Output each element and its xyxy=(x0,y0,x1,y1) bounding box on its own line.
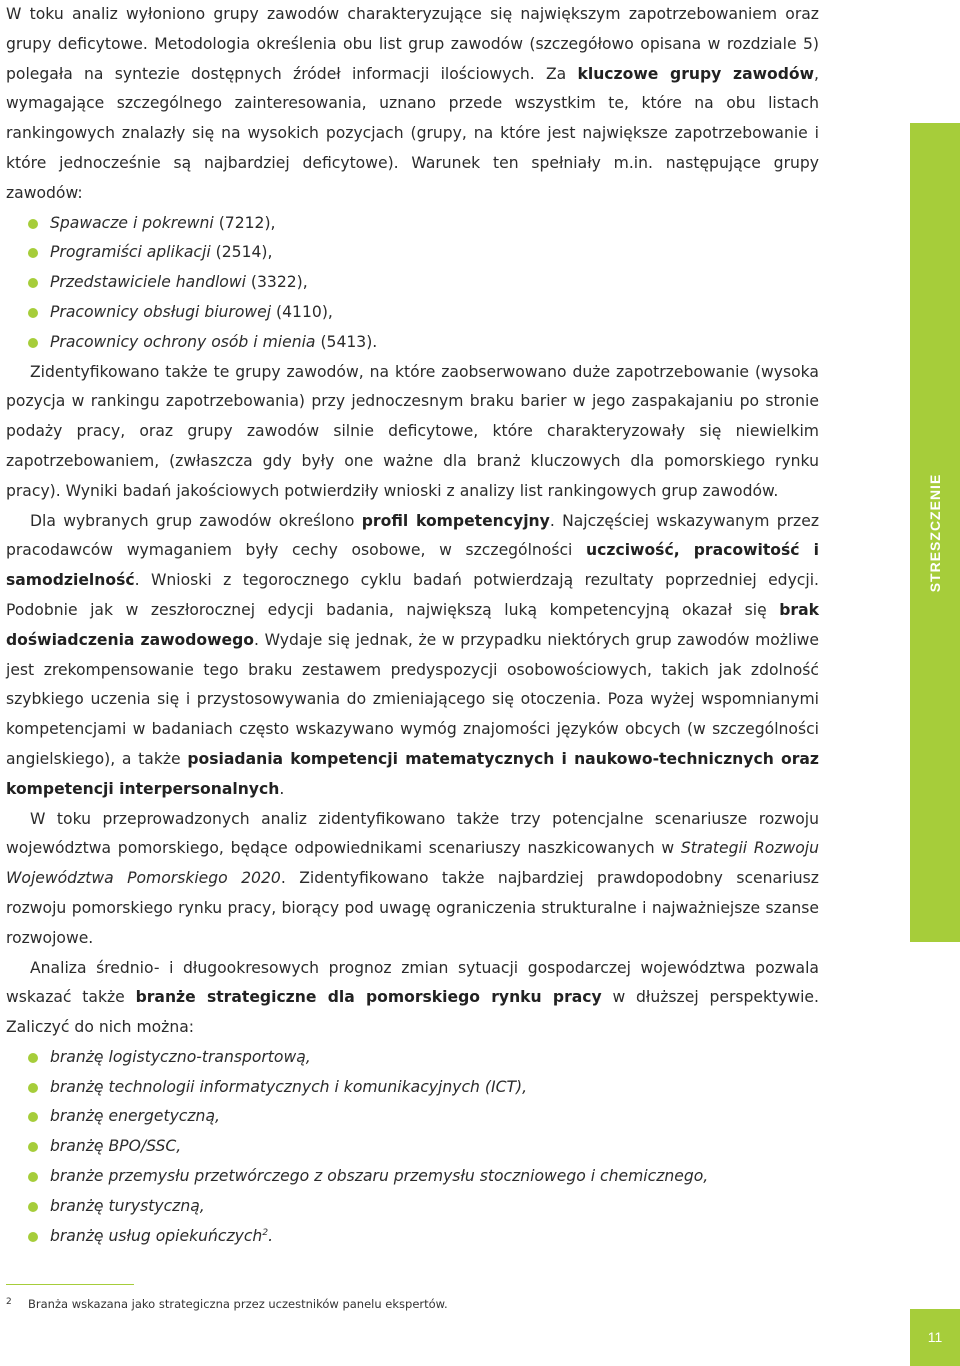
list-item xyxy=(6,328,819,358)
occupation-code: (7212), xyxy=(218,213,276,232)
footnote-number: 2 xyxy=(6,1297,12,1307)
list-item xyxy=(6,268,819,298)
bold-text: uczciwość, pracowitość i samodzielność xyxy=(6,541,819,590)
text: Dla wybranych grup zawodów określono xyxy=(30,511,362,530)
italic-text: Strategii Rozwoju Województwa Pomorskiego 2020 xyxy=(6,839,819,888)
text: . Wydaje się jednak, że w przypadku niektórych grup zawodów możliwe jest zrekompensowanie tego braku zestawem predyspozycji osobowościowych, takich jak zdolność szybkiego uczenia się i przystosowywania do zmieniającego się otoczenia. Poza wyżej wspomnianymi kompetencjami w badaniach często wskazywano wymóg znajomości języków obcych (w szczególności angielskiego), a także xyxy=(6,630,819,768)
strategic-industries-list xyxy=(6,1043,819,1252)
list-item xyxy=(6,238,819,268)
key-occupations-list xyxy=(6,209,819,358)
occupation-name: Spawacze i pokrewni xyxy=(50,213,214,232)
occupation-code: (4110), xyxy=(276,302,333,321)
text: w dłuższej perspektywie. Zaliczyć do nich można: xyxy=(6,988,819,1037)
list-item xyxy=(6,298,819,328)
paragraph-intro xyxy=(6,0,819,209)
bold-text: kluczowe grupy zawodów xyxy=(577,64,815,83)
paragraph-competence xyxy=(6,507,819,805)
bold-text: posiadania kompetencji matematycznych i naukowo-technicznych oraz kompetencji interpersonalnych xyxy=(6,749,820,798)
occupation-name: Pracownicy obsługi biurowej xyxy=(50,302,272,321)
occupation-name: Przedstawiciele handlowi xyxy=(50,273,246,292)
paragraph-strategic xyxy=(6,954,819,1043)
list-item: branżę turystyczną, xyxy=(6,1192,819,1222)
list-item: branżę technologii informatycznych i komunikacyjnych (ICT), xyxy=(6,1073,819,1103)
footnote-ref: 2 xyxy=(262,1227,269,1238)
occupation-code: (5413). xyxy=(320,332,378,351)
footnote-divider xyxy=(6,1284,134,1285)
paragraph-demand: Zidentyfikowano także te grupy zawodów, na które zaobserwowano duże zapotrzebowanie (wysoka pozycja w rankingu zapotrzebowania) przy jednoczesnym braku barier w jego zaspakajaniu po stronie podaży pracy, oraz grupy zawodów silnie deficytowe, które charakteryzowały się niewielkim zapotrzebowaniem, (zwłaszcza gdy były one ważne dla branż kluczowych dla pomorskiego rynku pracy). Wyniki badań jakościowych potwierdziły wnioski z analizy list rankingowych grup zawodów. xyxy=(6,362,819,500)
occupation-code: (3322), xyxy=(250,273,308,292)
paragraph-scenarios xyxy=(6,805,819,954)
text: W toku przeprowadzonych analiz zidentyfikowano także trzy potencjalne scenariusze rozwoju województwa pomorskiego, będące odpowiednikami scenariuszy naszkicowanych w xyxy=(6,809,819,858)
text: Analiza średnio- i długookresowych prognoz zmian sytuacji gospodarczej województwa pozwala wskazać także xyxy=(6,958,819,1007)
text: . Wnioski z tegorocznego cyklu badań potwierdzają rezultaty poprzedniej edycji. Podobnie jak w zeszłorocznej edycji badania, największą luką kompetencyjną okazał się xyxy=(6,571,819,619)
list-item xyxy=(6,209,819,239)
footnote xyxy=(6,1297,448,1311)
page-number-box xyxy=(910,1309,960,1366)
list-item-text: branżę usług opiekuńczych xyxy=(50,1226,263,1245)
text: . Najczęściej wskazywanym przez pracodawców wymaganiem były cechy osobowe, w szczególności xyxy=(6,511,820,560)
page-number: 11 xyxy=(927,1329,943,1345)
bold-text: branże strategiczne dla pomorskiego rynku pracy xyxy=(135,988,602,1007)
footnote-text: Branża wskazana jako strategiczna przez uczestników panelu ekspertów. xyxy=(28,1297,448,1311)
text: . xyxy=(279,779,285,798)
list-item: branżę logistyczno-transportową, xyxy=(6,1043,819,1073)
occupation-code: (2514), xyxy=(215,243,273,262)
occupation-name: Programiści aplikacji xyxy=(50,243,211,262)
text: . Zidentyfikowano także najbardziej prawdopodobny scenariusz rozwoju pomorskiego rynku pracy, biorący pod uwagę ograniczenia strukturalne i najważniejsze szanse rozwojowe. xyxy=(6,869,819,947)
bold-text: brak doświadczenia zawodowego xyxy=(6,600,819,649)
main-text xyxy=(6,0,819,1251)
text: , wymagające szczególnego zainteresowania, uznano przede wszystkim te, które na obu listach rankingowych znalazły się na wysokich pozycjach (grupy, na które jest największe zapotrzebowanie i które jednocześnie są najbardziej deficytowe). Warunek ten spełniały m.in. następujące grupy zawodów: xyxy=(6,64,819,202)
text: W toku analiz wyłoniono grupy zawodów charakteryzujące się największym zapotrzebowaniem oraz grupy deficytowe. Metodologia określenia obu list grup zawodów (szczegółowo opisana w rozdziale 5) polegała na syntezie dostępnych źródeł informacji ilościowych. Za xyxy=(6,5,819,83)
list-item: branżę BPO/SSC, xyxy=(6,1132,819,1162)
occupation-name: Pracownicy ochrony osób i mienia xyxy=(50,332,316,351)
list-item: branże przemysłu przetwórczego z obszaru przemysłu stoczniowego i chemicznego, xyxy=(6,1162,819,1192)
list-item xyxy=(6,1222,819,1252)
bold-text: profil kompetencyjny xyxy=(361,511,550,530)
section-side-tab xyxy=(910,123,960,942)
section-label: STRESZCZENIE xyxy=(927,473,943,592)
list-item: branżę energetyczną, xyxy=(6,1102,819,1132)
punctuation: . xyxy=(268,1226,274,1245)
